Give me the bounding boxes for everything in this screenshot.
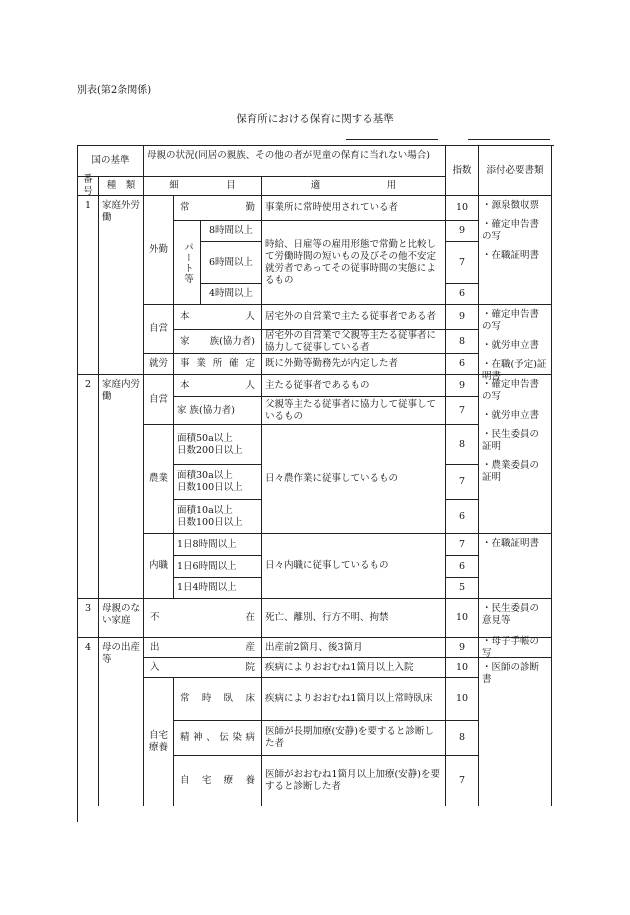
s2-farm-1: 面積50a以上 日数200日以上	[174, 425, 262, 465]
s4-rest-c: 療	[223, 775, 234, 786]
s4-birth-docs: ・母子手帳の写	[479, 638, 552, 658]
s4-hosp-apply: 疾病によりおおむね1箇月以上入院	[262, 658, 446, 678]
s4-birth-apply: 出産前2箇月、後3箇月	[262, 638, 446, 658]
s3-absent	[144, 599, 262, 638]
s2-home-docs: ・在職証明書	[479, 534, 552, 599]
s4-bed-points: 10	[446, 678, 479, 721]
s4-bed-c: 臥	[223, 693, 234, 704]
s1-part-points-9: 9	[446, 221, 479, 242]
s4-rest-d: 養	[245, 775, 255, 786]
s4-mental-apply: 医師が長期加療(安静)を要すると診断した者	[262, 721, 446, 756]
s1-part-points-6: 6	[446, 284, 479, 305]
s4-bed-b: 時	[201, 693, 212, 704]
header-mother-status: 母親の状況(同居の親族、その他の者が児童の保育に当れない場合)	[144, 146, 446, 177]
s3-no: 3	[78, 599, 99, 638]
s4-hosp-b: 院	[245, 661, 255, 673]
s1-regular-a: 常	[180, 202, 190, 213]
s1-self-b: 人	[245, 311, 255, 322]
s1-employment: 就労	[144, 354, 174, 375]
s1-job-a: 事	[180, 358, 190, 369]
s4-rest-points: 7	[446, 756, 479, 806]
s4-hospital	[144, 658, 262, 678]
s1-self-points: 9	[446, 305, 479, 330]
s4-rest-b: 宅	[201, 775, 212, 786]
s4-rest-apply: 医師がおおむね1箇月以上加療(安静)を要すると診断した者	[262, 756, 446, 806]
s1-regular	[174, 196, 262, 221]
s4-mental-f: 病	[245, 732, 255, 743]
s1-job-d: 確	[229, 358, 239, 369]
s1-self-apply: 居宅外の自営業で主たる従事者である者	[262, 305, 446, 330]
s1-part-apply: 時給、日雇等の雇用形態で常勤と比較して労働時間の短いもの及びその他不安定就労者であってその従事時間の実態によるもの	[262, 221, 446, 305]
header-criteria: 国の基準	[78, 146, 144, 177]
header-type: 種 類	[99, 177, 144, 196]
s2-doc-3: ・民生委員の証明	[482, 429, 540, 452]
s2-home-points-1: 7	[446, 534, 479, 556]
signature-line-1	[346, 139, 438, 140]
s1-hours-6: 6時間以上	[201, 242, 262, 284]
s1-regular-b: 勤	[245, 202, 255, 213]
s2-family-points: 7	[446, 397, 479, 425]
s1-hours-8: 8時間以上	[201, 221, 262, 242]
s4-bed-a: 常	[180, 693, 190, 704]
s1-job-confirmed	[174, 354, 262, 375]
s2-doc-4: ・農業委員の証明	[482, 460, 540, 483]
s1-docs	[479, 196, 552, 305]
s1-outside-work: 外勤	[144, 196, 174, 305]
s1-regular-apply: 事業所に常時使用されている者	[262, 196, 446, 221]
s4-birth	[144, 638, 262, 658]
s1-doc2-3: ・在職(予定)証明書	[482, 359, 547, 382]
s1-doc2-1: ・確定申告書の写	[482, 309, 540, 332]
s4-birth-points: 9	[446, 638, 479, 658]
s1-family	[174, 330, 262, 354]
s2-self-b: 人	[245, 379, 255, 391]
s2-farm-2: 面積30a以上 日数100日以上	[174, 465, 262, 500]
document-title: 保育所における保育に関する基準	[236, 113, 394, 125]
criteria-table	[77, 145, 554, 822]
s2-self-apply: 主たる従事者であるもの	[262, 375, 446, 397]
s2-farming: 農業	[144, 425, 174, 534]
s2-home-2: 1日6時間以上	[174, 556, 262, 578]
s1-family-points: 8	[446, 330, 479, 354]
s1-part-time: パート等	[174, 221, 201, 305]
s1-no: 1	[78, 196, 99, 375]
header-docs: 添付必要書類	[479, 146, 552, 196]
s1-job-apply: 既に外勤等勤務先が内定した者	[262, 354, 446, 375]
s4-mental	[174, 721, 262, 756]
header-apply: 適 用	[262, 177, 446, 196]
s2-doc-1: ・確定申告書の写	[482, 379, 540, 402]
s1-self-a: 本	[180, 311, 190, 322]
s2-no: 2	[78, 375, 99, 599]
appendix-header: 別表(第2条関係)	[77, 85, 152, 96]
s2-home-1: 1日8時間以上	[174, 534, 262, 556]
s4-home-care: 自宅療養	[144, 678, 174, 806]
s2-self-person	[174, 375, 262, 397]
s4-rest	[174, 756, 262, 806]
s1-family-apply: 居宅外の自営業で父親等主たる従事者に協力して従事している者	[262, 330, 446, 354]
s4-birth-a: 出	[150, 641, 160, 653]
s2-farm-points-3: 6	[446, 500, 479, 534]
s1-hours-4: 4時間以上	[201, 284, 262, 305]
s2-type: 家庭内労働	[99, 375, 144, 599]
s4-mental-points: 8	[446, 721, 479, 756]
s3-absent-a: 不	[150, 612, 160, 623]
header-detail: 細 目	[144, 177, 262, 196]
s1-doc-1: ・源泉徴収票	[482, 200, 540, 211]
s1-self-employed: 自営	[144, 305, 174, 354]
s1-type: 家庭外労働	[99, 196, 144, 375]
s1-job-e: 定	[245, 358, 255, 369]
signature-line-2	[468, 139, 550, 140]
s1-doc2-2: ・就労申立書	[482, 340, 540, 351]
s4-mental-e: 染	[232, 732, 242, 743]
s3-docs: ・民生委員の意見等	[479, 599, 552, 638]
s2-self-employed: 自営	[144, 375, 174, 425]
s1-self-person	[174, 305, 262, 330]
s2-home-points-3: 5	[446, 578, 479, 599]
header-no: 番号	[78, 177, 99, 196]
s1-job-c: 所	[212, 358, 223, 369]
s1-part-points-7: 7	[446, 242, 479, 284]
s3-apply: 死亡、離別、行方不明、拘禁	[262, 599, 446, 638]
s4-no: 4	[78, 638, 99, 806]
header-points: 指数	[446, 146, 479, 196]
s1-regular-points: 10	[446, 196, 479, 221]
s2-doc-2: ・就労申立書	[482, 410, 540, 421]
s4-birth-b: 産	[245, 641, 255, 653]
s2-docs	[479, 375, 552, 534]
s2-farm-points-1: 8	[446, 425, 479, 465]
s4-mental-d: 伝	[219, 732, 229, 743]
s2-home-work: 内職	[144, 534, 174, 599]
s2-farm-apply: 日々農作業に従事しているもの	[262, 425, 446, 534]
s4-mental-b: 神	[193, 732, 203, 743]
s1-doc-2: ・確定申告書の写	[482, 219, 540, 242]
s1-job-b: 業	[196, 358, 206, 369]
s2-self-points: 9	[446, 375, 479, 397]
s1-docs-2	[479, 305, 552, 382]
s3-type: 母親のない家庭	[99, 599, 144, 638]
s4-mental-c: 、	[206, 732, 216, 743]
s2-farm-3: 面積10a以上 日数100日以上	[174, 500, 262, 534]
s1-doc-3: ・在職証明書	[482, 250, 540, 261]
s4-type: 母の出産等	[99, 638, 144, 806]
s2-self-a: 本	[180, 379, 190, 391]
s2-home-apply: 日々内職に従事しているもの	[262, 534, 446, 599]
s3-absent-b: 在	[245, 612, 255, 623]
s4-hosp-points: 10	[446, 658, 479, 678]
s2-farm-points-2: 7	[446, 465, 479, 500]
s2-family-apply: 父親等主たる従事者に協力して従事しているもの	[262, 397, 446, 425]
s4-rest-a: 自	[180, 775, 190, 786]
s1-family-b: 族(協力者)	[209, 335, 255, 347]
s4-bed-apply: 疾病によりおおむね1箇月以上常時臥床	[262, 678, 446, 721]
s1-job-points: 6	[446, 354, 479, 375]
s2-home-points-2: 6	[446, 556, 479, 578]
s1-family-a: 家	[180, 335, 190, 347]
s4-mental-a: 精	[180, 732, 190, 743]
s2-family: 家 族(協力者)	[174, 397, 262, 425]
s3-points: 10	[446, 599, 479, 638]
s4-hosp-docs: ・医師の診断書	[479, 658, 552, 806]
s4-hosp-a: 入	[150, 661, 160, 673]
s4-bedridden	[174, 678, 262, 721]
s4-bed-d: 床	[245, 693, 255, 704]
s2-home-3: 1日4時間以上	[174, 578, 262, 599]
